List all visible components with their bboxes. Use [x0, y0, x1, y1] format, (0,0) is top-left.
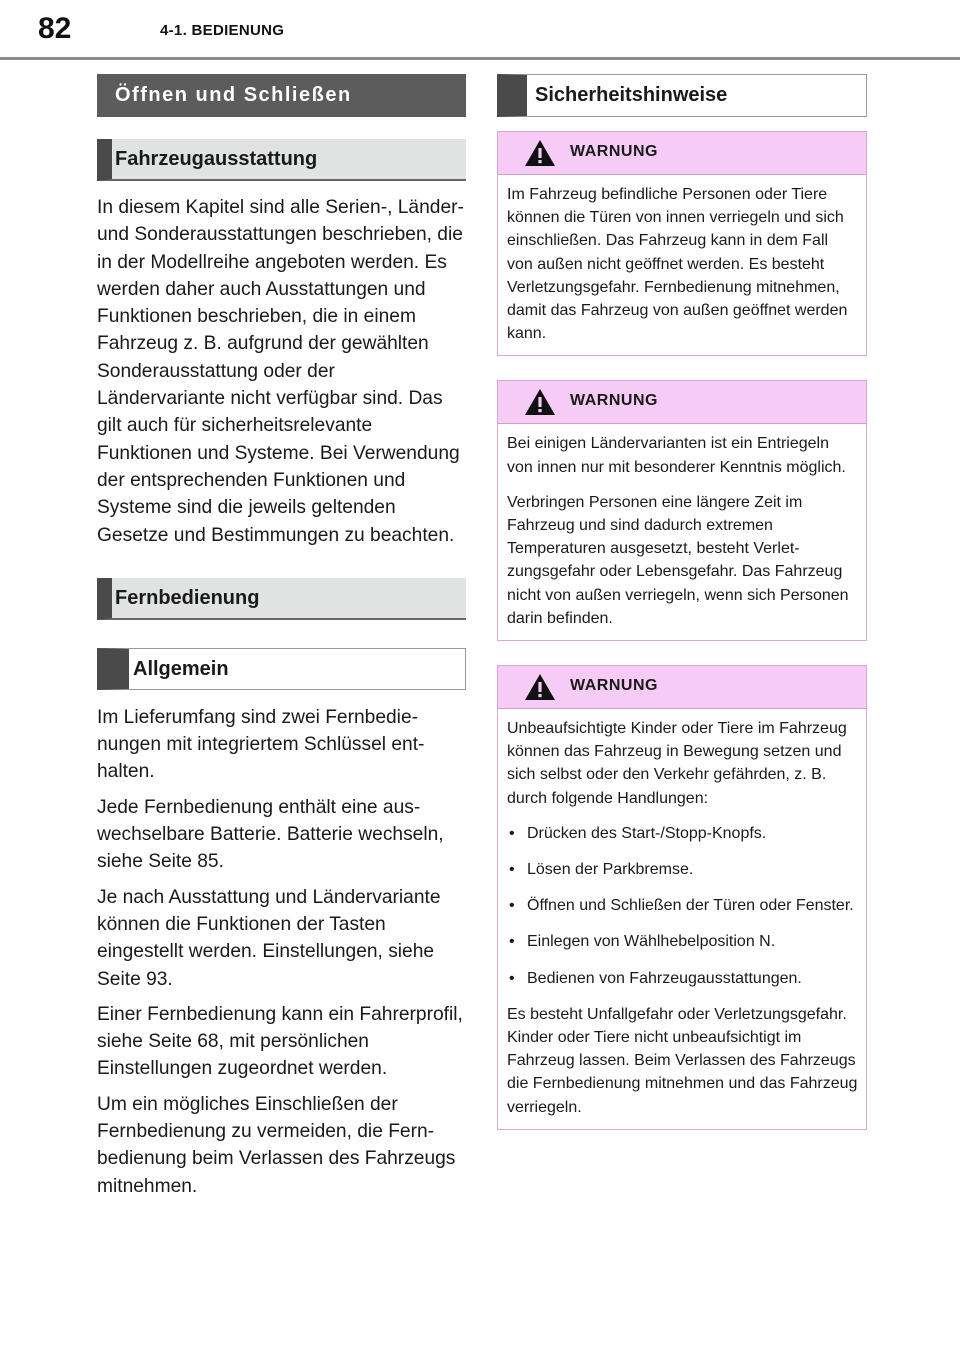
warning-title: WARNUNG [570, 677, 658, 695]
warning-triangle-icon [524, 139, 556, 167]
chapter-title: 4-1. BEDIENUNG [160, 22, 285, 39]
main-heading: Öffnen und Schließen [97, 74, 466, 117]
warning-paragraph: Es besteht Unfallgefahr oder Verletzungsgefahr. Kinder oder Tiere nicht unbeaufsichtigt im Fahrzeug lassen. Beim Verlassen des Fahrzeugs die Fernbedienung mitnehmen und das Fahrzeug verriegeln. [507, 1005, 858, 1116]
paragraph: In diesem Kapitel sind alle Serien-, Länder- und Sonderausstattungen beschrieben, die in der Modellreihe angeboten werden. Es werden daher auch Ausstattungen und Funktionen beschrieben, die in einem Fahrzeug z. B. aufgrund der gewählten Sonderausstattung oder der Ländervariante nicht verfügbar sind. Das gilt auch für sicherheitsrelevante Funktionen und Systeme. Bei Verwendung der entsprechenden Funktionen und Systeme sind die jeweils geltenden Gesetze und Bestimmungen zu beachten. [97, 197, 464, 546]
warning-paragraph: Unbeaufsichtigte Kinder oder Tiere im Fahrzeug können das Fahrzeug in Bewegung setzen und sich selbst oder den Verkehr gefährden, z. B. durch folgende Handlungen: [507, 720, 847, 807]
section-text-fahrzeugausstattung [97, 194, 466, 549]
paragraph: Je nach Ausstattung und Ländervariante können die Funktionen der Tasten eingestellt werden. Einstellungen, siehe Seite 93. [97, 886, 441, 990]
page-header [0, 0, 960, 60]
warning-triangle-icon [524, 673, 556, 701]
warning-header [498, 381, 866, 424]
page-number: 82 [38, 12, 72, 45]
section-text-allgemein [97, 704, 466, 1200]
warning-paragraph: Verbringen Personen eine längere Zeit im Fahrzeug und sind dadurch extremen Temperaturen ausgesetzt, besteht Verletzungsgefahr oder Lebensgefahr. Das Fahrzeug nicht von außen verriegeln, wenn sich Personen darin befinden. [507, 493, 849, 627]
warning-title: WARNUNG [570, 143, 658, 160]
warning-paragraph: Im Fahrzeug befindliche Personen oder Tiere können die Türen von innen verriegeln und sich einschließen. Das Fahrzeug kann in dem Fall von außen nicht geöffnet werden. Es besteht Verletzungsgefahr. Fernbedienung mitnehmen, damit das Fahrzeug von außen geöffnet werden kann. [507, 186, 848, 343]
safety-heading: Sicherheitshinweise [497, 74, 867, 117]
warning-title: WARNUNG [570, 392, 658, 410]
paragraph: Um ein mögliches Einschließen der Fernbedienung zu vermeiden, die Fernbedienung beim Verlassen des Fahrzeugs mitnehmen. [97, 1093, 456, 1197]
warning-paragraph: Bei einigen Ländervarianten ist ein Entriegeln von innen nur mit besonderer Kenntnis möglich. [507, 435, 846, 476]
warning-box-3 [497, 665, 867, 1130]
left-column [97, 74, 466, 1208]
section-heading-fernbedienung: Fernbedienung [97, 578, 466, 620]
warning-triangle-icon [524, 388, 556, 416]
list-item: • Lösen der Parkbremse. [507, 858, 858, 881]
warning-body [498, 709, 866, 1129]
section-heading-fahrzeugausstattung: Fahrzeugausstattung [97, 139, 466, 181]
warning-box-2 [497, 380, 867, 641]
paragraph: Einer Fernbedienung kann ein Fahrerprofil, siehe Seite 68, mit persönlichen Einstellungen zugeordnet werden. [97, 1003, 463, 1080]
paragraph: Im Lieferumfang sind zwei Fernbedienungen mit integriertem Schlüssel enthalten. [97, 706, 425, 783]
list-item: • Drücken des Start-/Stopp-Knopfs. [507, 822, 858, 845]
warning-header [498, 132, 866, 175]
header-divider [0, 57, 960, 60]
warning-list [507, 822, 858, 990]
warning-header [498, 666, 866, 709]
list-item: • Bedienen von Fahrzeugausstattungen. [507, 967, 858, 990]
list-item: • Einlegen von Wählhebelposition N. [507, 930, 858, 953]
subsection-heading-allgemein: Allgemein [97, 648, 466, 690]
list-item: • Öffnen und Schließen der Türen oder Fenster. [507, 894, 858, 917]
warning-box-1 [497, 131, 867, 356]
right-column [497, 74, 867, 1154]
paragraph: Jede Fernbedienung enthält eine auswechselbare Batterie. Batterie wechseln, siehe Seite 85. [97, 796, 444, 873]
warning-body [498, 175, 866, 355]
warning-body [498, 424, 866, 640]
